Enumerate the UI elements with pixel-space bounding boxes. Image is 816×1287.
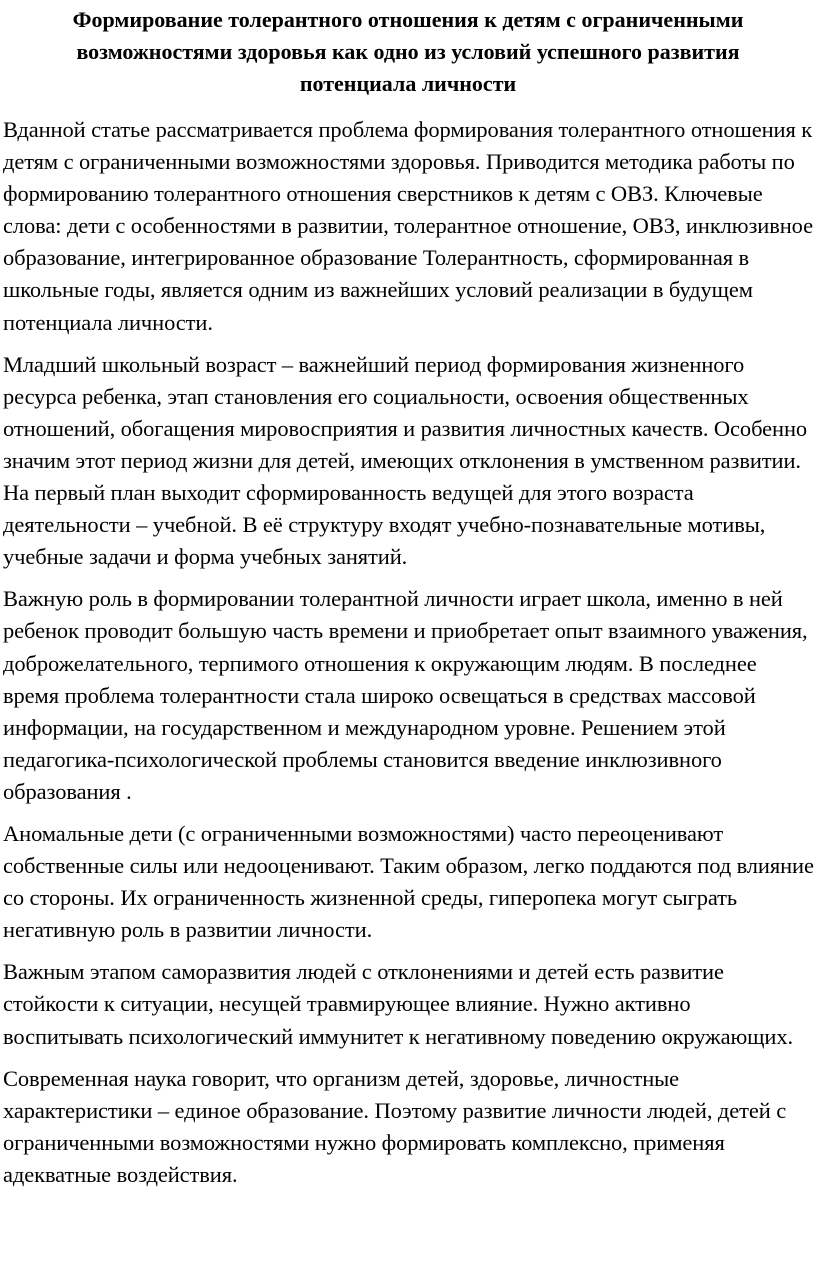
paragraph-1: Вданной статье рассматривается проблема формирования толерантного отношения к детям с ограниченными возможностями здоровья. Приводится методика работы по формированию толерантного отношения сверстников к детям с ОВЗ. Ключевые слова: дети с особенностями в развитии, толерантное отношение, ОВЗ, инклюзивное образование, интегрированное образование Толерантность, сформированная в школьные годы, является одним из важнейших условий реализации в будущем потенциала личности. bbox=[3, 117, 813, 335]
paragraph-4: Аномальные дети (с ограниченными возможностями) часто переоценивают собственные силы или недооценивают. Таким образом, легко поддаются под влияние со стороны. Их ограниченность жизненной среды, гиперопека могут сыграть негативную роль в развитии личности. bbox=[3, 820, 814, 943]
paragraph-3: Важную роль в формировании толерантной личности играет школа, именно в ней ребенок проводит большую часть времени и приобретает опыт взаимного уважения, доброжелательного, терпимого отношения к окружающим людям. В последнее время проблема толерантности стала широко освещаться в средствах массовой информации, на государственном и международном уровне. Решением этой педагогика-психологической проблемы становится введение инклюзивного образования . bbox=[3, 586, 808, 804]
paragraph-6: Современная наука говорит, что организм детей, здоровье, личностные характеристики – единое образование. Поэтому развитие личности людей, детей с ограниченными возможностями нужно формировать комплексно, применяя адекватные воздействия. bbox=[3, 1065, 787, 1187]
paragraph-5: Важным этапом саморазвития людей с отклонениями и детей есть развитие стойкости к ситуации, несущей травмирующее влияние. Нужно активно воспитывать психологический иммунитет к негативному поведению окружающих. bbox=[3, 959, 794, 1049]
document-title: Формирование толерантного отношения к детям с ограниченными возможностями здоровья как одно из условий успешного развития потенциала личности bbox=[72, 7, 744, 96]
paragraph-2: Младший школьный возраст – важнейший период формирования жизненного ресурса ребенка, этап становления его социальности, освоения общественных отношений, обогащения мировосприятия и развития личностных качеств. Особенно значим этот период жизни для детей, имеющих отклонения в умственном развитии. На первый план выходит сформированность ведущей для этого возраста деятельности – учебной. В её структуру входят учебно-познавательные мотивы, учебные задачи и форма учебных занятий. bbox=[3, 351, 808, 570]
document-body bbox=[3, 114, 815, 1201]
